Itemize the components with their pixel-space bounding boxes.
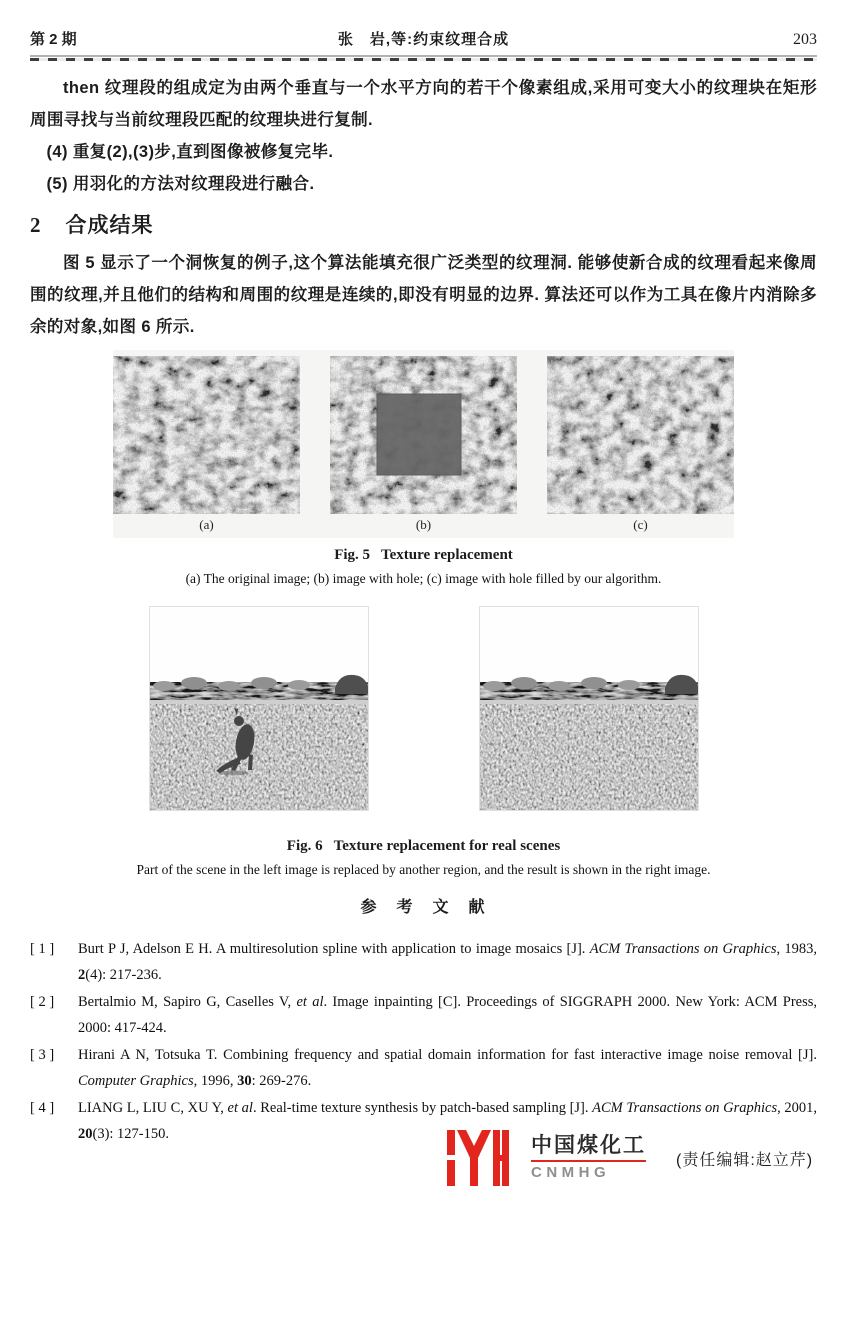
logo-underline (531, 1160, 646, 1162)
reference-item (30, 1042, 817, 1094)
reference-item (30, 936, 817, 988)
reference-text: LIANG L, LIU C, XU Y, et al. Real-time texture synthesis by patch-based sampling [J]. ACM Transactions on Graphics, 2001, 20(3): 127-150. (78, 1100, 818, 1142)
section-title: 合成结果 (65, 214, 154, 237)
figure-6-left-image (149, 606, 369, 811)
figure-5-label: (a) (199, 517, 214, 532)
references-list (30, 936, 817, 1147)
header-rule-dashed-line (30, 58, 817, 61)
footer (447, 1128, 813, 1188)
reference-text: Bertalmio M, Sapiro G, Caselles V, et al. Image inpainting [C]. Proceedings of SIGGRAPH 2000. New York: ACM Press, 2000: 417-424. (78, 994, 817, 1036)
texture-hole (377, 394, 461, 475)
step-4: (4) 重复(2),(3)步,直到图像被修复完毕. (46, 143, 334, 161)
reference-text: Burt P J, Adelson E H. A multiresolution spline with application to image mosaics [J]. ACM Transactions on Graphics, 1983, 2(4): 217-236. (78, 941, 818, 983)
header-rule-top-line (30, 55, 817, 57)
step-5: (5) 用羽化的方法对纹理段进行融合. (46, 175, 315, 193)
cnmhg-logo-monogram (447, 1130, 509, 1186)
figure-5-label: (b) (415, 517, 432, 532)
reference-marker: [ 3 ] (30, 1047, 55, 1063)
section-number: 2 (30, 213, 42, 237)
header-running-title: 张 岩,等:约束纹理合成 (337, 31, 510, 48)
header-issue: 第 2 期 (30, 31, 77, 48)
reference-text: Hirani A N, Totsuka T. Combining frequency and spatial domain information for fast interactive image noise removal [J]. Computer Graphics, 1996, 30: 269-276. (78, 1047, 817, 1089)
figure-5-image-b (330, 356, 517, 514)
figure-5-caption: Fig. 5 Texture replacement (334, 547, 513, 563)
figure-5-label: (c) (633, 517, 648, 532)
reference-marker: [ 2 ] (30, 994, 55, 1010)
logo-text-block (531, 1134, 646, 1182)
figure-5-image-a (113, 356, 300, 514)
reference-marker: [ 4 ] (30, 1100, 55, 1116)
figure-5-image-c (547, 356, 734, 514)
paragraph-then: then 纹理段的组成定为由两个垂直与一个水平方向的若干个像素组成,采用可变大小的纹理块在矩形周围寻找与当前纹理段匹配的纹理块进行复制. (30, 79, 817, 129)
header-rule (30, 55, 817, 61)
header-page-number: 203 (793, 31, 817, 48)
logo-chinese-text: 中国煤化工 (531, 1134, 646, 1157)
figure-5-cell-c (547, 356, 734, 534)
reference-item (30, 989, 817, 1041)
paragraph-results: 图 5 显示了一个洞恢复的例子,这个算法能填充很广泛类型的纹理洞. 能够使新合成的纹理看起来像周围的纹理,并且他们的结构和周围的纹理是连续的,即没有明显的边界. 算法还可以作为工具在像片内消除多余的对象,如图 6 所示. (30, 254, 817, 336)
figure-6-right-image (479, 606, 699, 811)
references-heading: 参 考 文 献 (360, 899, 487, 916)
reference-marker: [ 1 ] (30, 941, 55, 957)
figure-6-caption: Fig. 6 Texture replacement for real scenes (286, 838, 561, 854)
page-header (30, 30, 817, 50)
figure-5 (113, 350, 734, 538)
figure-6-subcaption: Part of the scene in the left image is replaced by another region, and the result is shown in the right image. (136, 862, 711, 877)
figure-5-subcaption: (a) The original image; (b) image with hole; (c) image with hole filled by our algorithm. (185, 571, 662, 586)
figure-5-cell-a (113, 356, 300, 534)
section-heading (30, 209, 817, 242)
editor-note: (责任编辑:赵立芹) (676, 1151, 814, 1169)
figure-6 (30, 606, 817, 811)
figure-5-cell-b (330, 356, 517, 534)
logo-latin-text: CNMHG (531, 1164, 611, 1181)
